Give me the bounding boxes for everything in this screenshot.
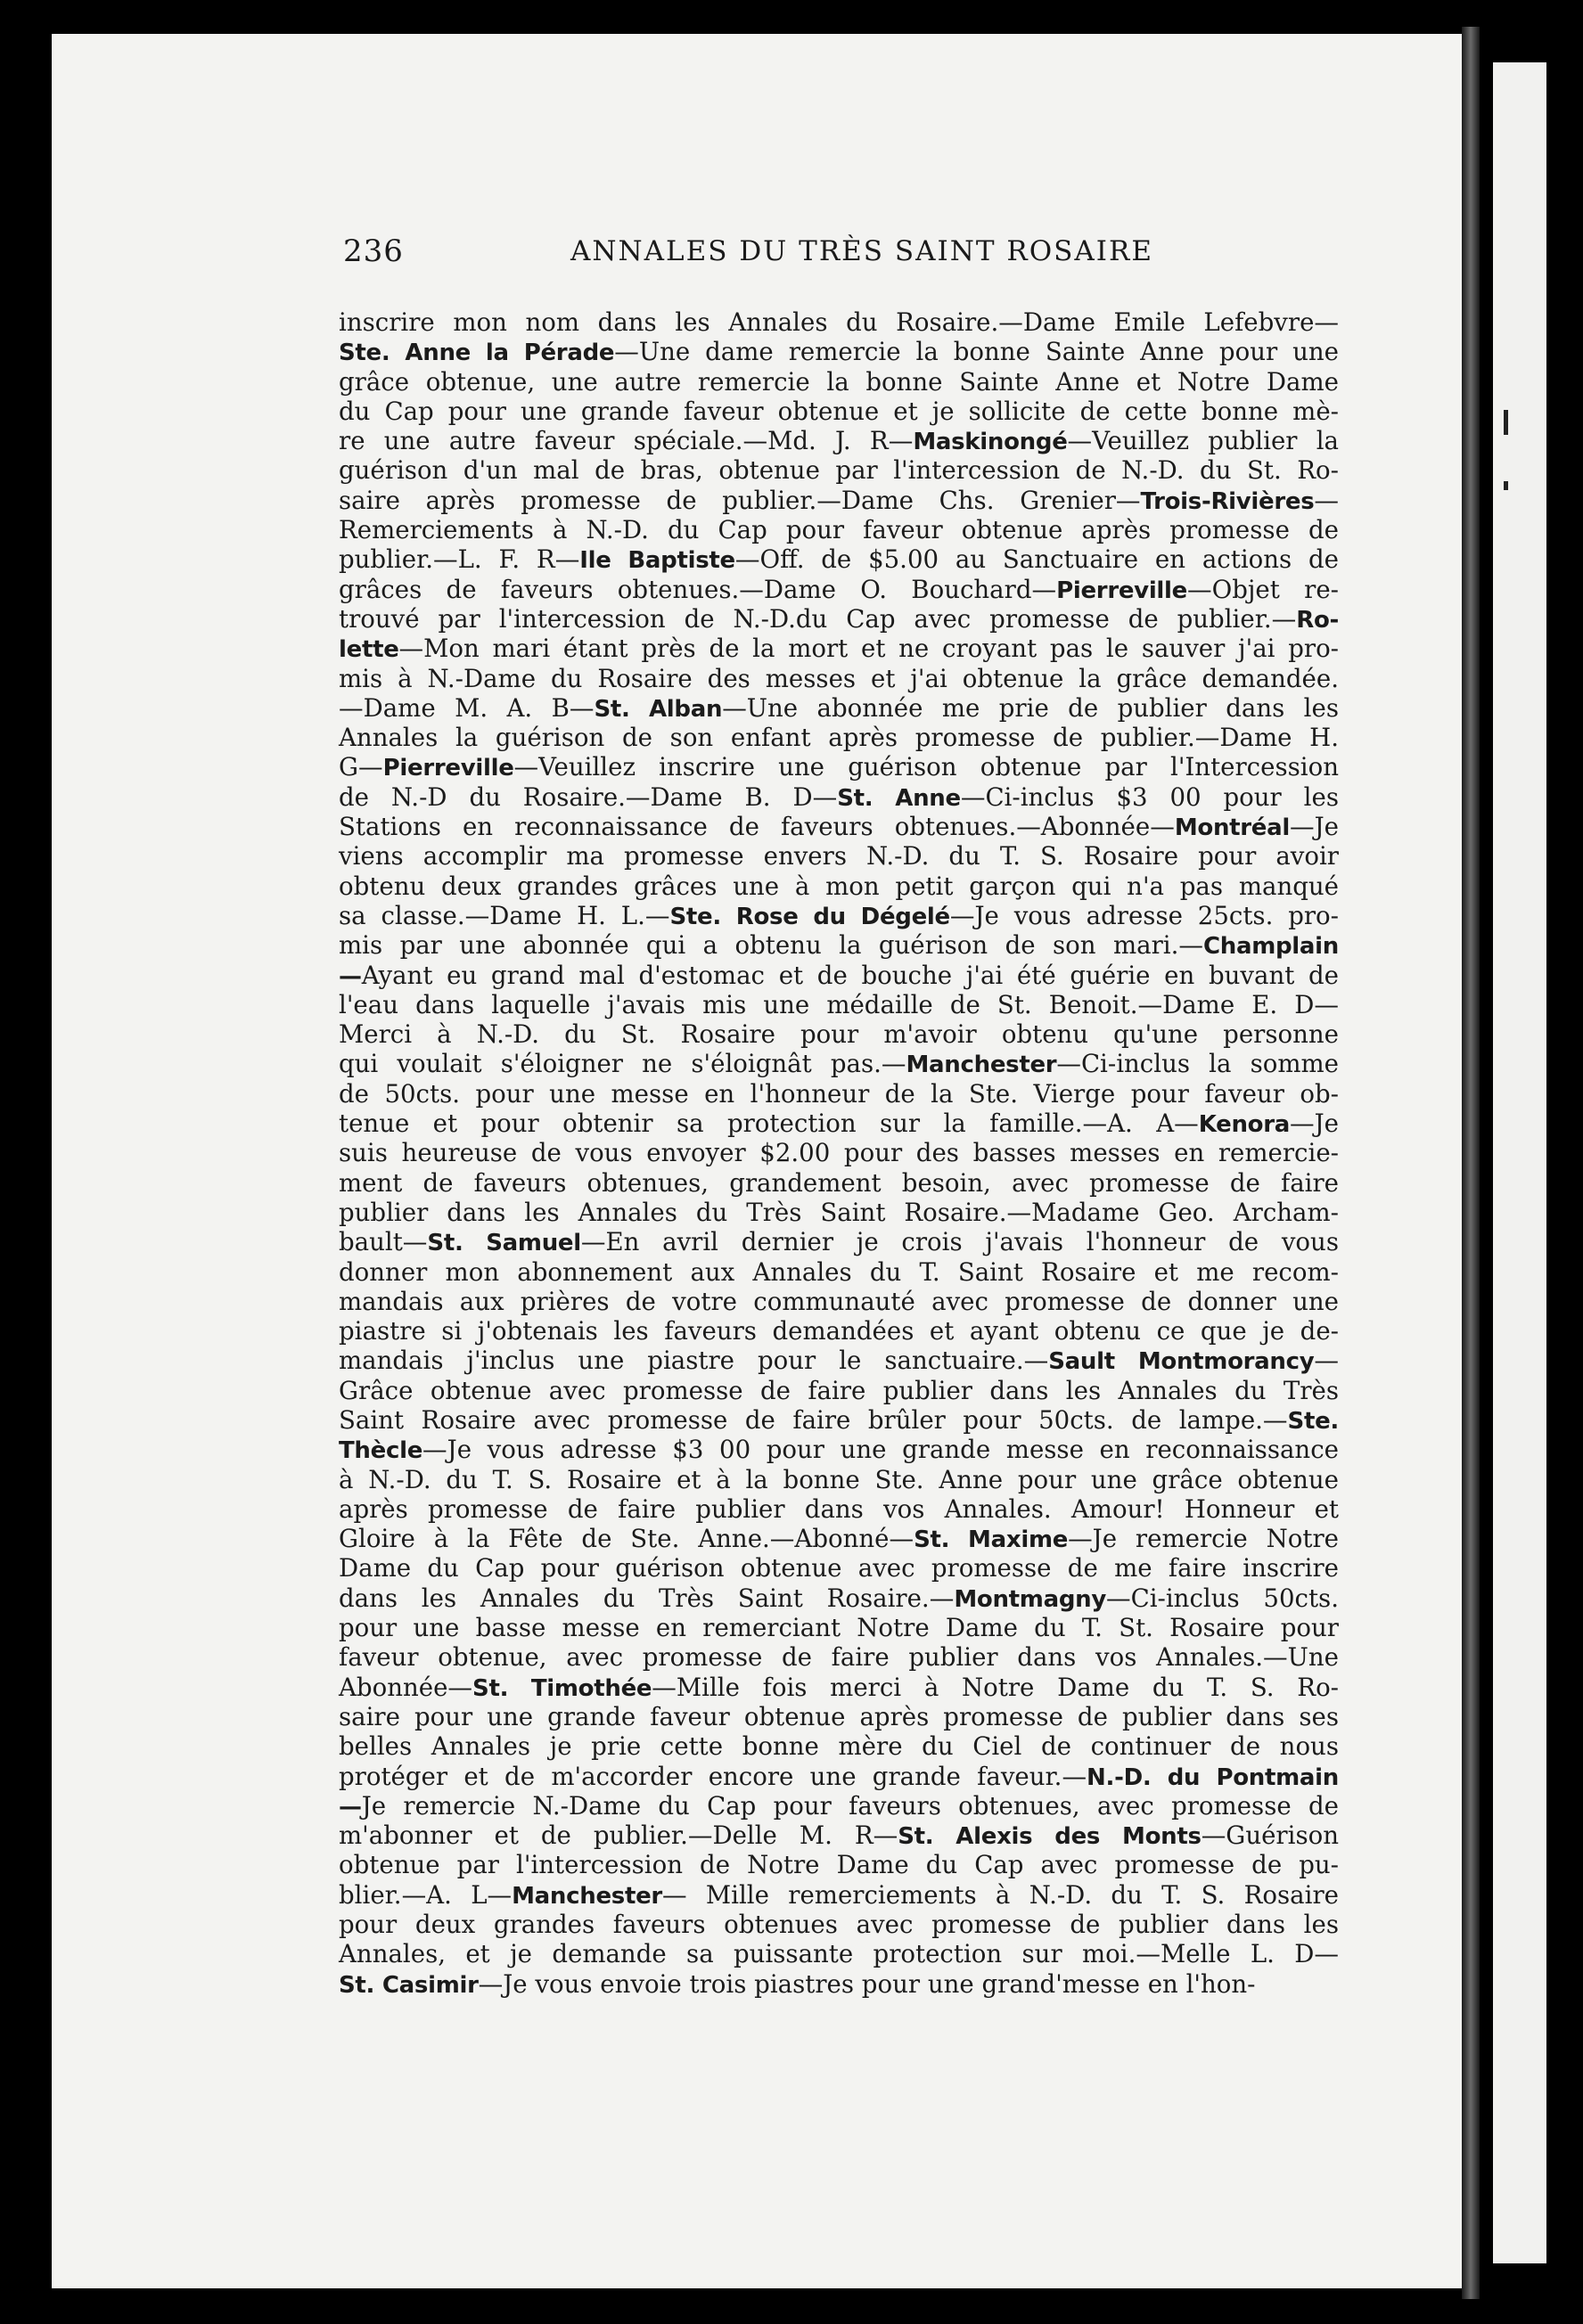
place-name: — — [339, 1793, 362, 1821]
text-run: après promesse de faire publier dans vos Annales. Amour! Honneur et — [339, 1493, 1339, 1524]
text-run: tenue et pour obtenir sa protection sur la famille.—A. A— — [339, 1109, 1199, 1139]
text-run: Gloire à la Fête de Ste. Anne.—Abonné— — [339, 1524, 915, 1554]
text-run: —Je vous adresse $3 00 pour une grande messe en reconnaissance — [422, 1435, 1339, 1465]
text-run: faveur obtenue, avec promesse de faire publier dans vos Annales.—Une — [339, 1642, 1339, 1673]
text-run: publier dans les Annales du Très Saint Rosaire.—Madame Geo. Archam- — [339, 1197, 1339, 1227]
text-run: Stations en reconnaissance de faveurs obtenues.—Abonnée— — [339, 812, 1175, 842]
text-run: mandais j'inclus une piastre pour le sanctuaire.— — [339, 1346, 1049, 1376]
text-line — [339, 990, 1339, 1019]
text-run: m'abonner et de publier.—Delle M. R— — [339, 1821, 898, 1851]
text-run: Merci à N.-D. du St. Rosaire pour m'avoir obtenu qu'une personne — [339, 1019, 1339, 1050]
text-line — [339, 872, 1339, 901]
text-line — [339, 664, 1339, 693]
text-line — [339, 1198, 1339, 1227]
text-run: G— — [339, 752, 383, 782]
text-run: ment de faveurs obtenues, grandement besoin, avec promesse de faire — [339, 1167, 1339, 1198]
text-run: —Je vous envoie trois piastres pour une grand'messe en l'hon- — [478, 1968, 1256, 1999]
text-line — [339, 1821, 1339, 1850]
place-name: — — [339, 962, 362, 990]
place-name: Champlain — [1202, 933, 1339, 961]
text-line — [339, 930, 1339, 960]
text-run: —Une abonnée me prie de publier dans les — [722, 692, 1339, 723]
place-name: St. Maxime — [914, 1526, 1069, 1554]
text-run: mis à N.-Dame du Rosaire des messes et j'ai obtenue la grâce demandée. — [339, 663, 1339, 693]
book-gutter — [1462, 27, 1480, 2299]
text-line — [339, 1346, 1339, 1375]
text-run: — Mille remerciements à N.-D. du T. S. Rosaire — [661, 1879, 1339, 1910]
text-run: pour deux grandes faveurs obtenues avec promesse de publier dans les — [339, 1910, 1339, 1940]
edge-mark — [1504, 481, 1508, 490]
edge-mark — [1504, 410, 1508, 435]
text-run: Saint Rosaire avec promesse de faire brûler pour 50cts. de lampe.— — [339, 1404, 1288, 1435]
page-number: 236 — [343, 233, 404, 269]
text-run: saire après promesse de publier.—Dame Chs. Grenier— — [339, 485, 1141, 515]
text-line — [339, 397, 1339, 426]
place-name: Montmagny — [954, 1585, 1106, 1613]
text-line — [339, 752, 1339, 781]
place-name: St. Anne — [837, 784, 961, 812]
place-name: St. Timothée — [472, 1674, 652, 1702]
text-line — [339, 1405, 1339, 1435]
text-run: re une autre faveur spéciale.—Md. J. R— — [339, 426, 914, 456]
text-run: suis heureuse de vous envoyer $2.00 pour des basses messes en remercie- — [339, 1138, 1339, 1168]
text-line — [339, 1850, 1339, 1879]
text-run: grâces de faveurs obtenues.—Dame O. Bouchard— — [339, 574, 1057, 604]
text-run: qui voulait s'éloigner ne s'éloignât pas.— — [339, 1049, 906, 1079]
text-line — [339, 812, 1339, 841]
text-run: donner mon abonnement aux Annales du T. Saint Rosaire et me recom- — [339, 1256, 1339, 1287]
text-run: protéger et de m'accorder encore une grande faveur.— — [339, 1761, 1087, 1791]
text-run: obtenu deux grandes grâces une à mon petit garçon qui n'a pas manqué — [339, 871, 1339, 901]
text-run: Je remercie N.-Dame du Cap pour faveurs obtenues, avec promesse de — [361, 1790, 1339, 1821]
text-run: de 50cts. pour une messe en l'honneur de la Ste. Vierge pour faveur ob- — [339, 1078, 1339, 1109]
text-line — [339, 1465, 1339, 1494]
text-run: Annales, et je demande sa puissante protection sur moi.—Melle L. D— — [339, 1939, 1339, 1969]
text-line — [339, 544, 1339, 574]
text-run: Abonnée— — [339, 1672, 473, 1702]
text-line — [339, 486, 1339, 515]
text-line — [339, 782, 1339, 812]
place-name: Thècle — [339, 1437, 423, 1465]
text-line — [339, 1287, 1339, 1316]
text-line — [339, 841, 1339, 871]
text-line — [339, 1227, 1339, 1256]
text-run: —Ci-inclus la somme — [1056, 1049, 1339, 1079]
place-name: St. Samuel — [427, 1230, 581, 1257]
text-line — [339, 1880, 1339, 1910]
place-name: St. Alban — [594, 695, 723, 723]
text-run: trouvé par l'intercession de N.-D.du Cap avec promesse de publier.— — [339, 603, 1297, 634]
text-line — [339, 693, 1339, 723]
text-run: à N.-D. du T. S. Rosaire et à la bonne Ste. Anne pour une grâce obtenue — [339, 1464, 1339, 1494]
text-run: l'eau dans laquelle j'avais mis une médaille de St. Benoit.—Dame E. D— — [339, 989, 1339, 1019]
text-run: obtenue par l'intercession de Notre Dame du Cap avec promesse de pu- — [339, 1850, 1339, 1880]
body-text — [339, 307, 1339, 1999]
text-line — [339, 901, 1339, 930]
text-run: —Je vous adresse 25cts. pro- — [949, 900, 1339, 930]
text-run: saire pour une grande faveur obtenue après promesse de publier dans ses — [339, 1701, 1339, 1731]
text-line — [339, 1702, 1339, 1731]
place-name: St. Alexis des Monts — [898, 1823, 1202, 1851]
text-line — [339, 1939, 1339, 1968]
place-name: Ste. — [1287, 1407, 1339, 1435]
text-run: de N.-D du Rosaire.—Dame B. D— — [339, 781, 838, 812]
text-run: Remerciements à N.-D. du Cap pour faveur obtenue après promesse de — [339, 515, 1339, 545]
place-name: Trois-Rivières — [1140, 487, 1315, 515]
place-name: Sault Montmorancy — [1048, 1348, 1315, 1376]
text-line — [339, 1109, 1339, 1138]
running-header — [343, 233, 1190, 280]
text-line — [339, 634, 1339, 663]
text-run: guérison d'un mal de bras, obtenue par l'intercession de N.-D. du St. Ro- — [339, 455, 1339, 486]
text-line — [339, 1642, 1339, 1672]
text-line — [339, 1435, 1339, 1464]
text-run: —Ci-inclus 50cts. — [1106, 1583, 1339, 1613]
text-run: Dame du Cap pour guérison obtenue avec promesse de me faire inscrire — [339, 1553, 1339, 1583]
text-line — [339, 1969, 1339, 1999]
text-run: grâce obtenue, une autre remercie la bonne Sainte Anne et Notre Dame — [339, 366, 1339, 397]
text-line — [339, 1376, 1339, 1405]
place-name: Manchester — [906, 1052, 1057, 1079]
text-run: inscrire mon nom dans les Annales du Rosaire.—Dame Emile Lefebvre— — [339, 307, 1339, 337]
text-line — [339, 307, 1339, 337]
text-run: —En avril dernier je crois j'avais l'honneur de vous — [580, 1227, 1339, 1257]
text-line — [339, 1019, 1339, 1049]
place-name: lette — [339, 636, 399, 664]
text-line — [339, 1791, 1339, 1821]
text-run: —Je remercie Notre — [1068, 1524, 1339, 1554]
text-run: bault— — [339, 1227, 428, 1257]
place-name: Manchester — [512, 1882, 662, 1910]
place-name: Ile Baptiste — [579, 547, 735, 575]
text-run: —Dame M. A. B— — [339, 692, 595, 723]
text-line — [339, 1524, 1339, 1553]
place-name: N.-D. du Pontmain — [1087, 1763, 1339, 1791]
text-line — [339, 1553, 1339, 1583]
place-name: Maskinongé — [913, 429, 1068, 456]
text-line — [339, 604, 1339, 634]
text-run: Grâce obtenue avec promesse de faire publier dans les Annales du Très — [339, 1375, 1339, 1405]
text-line — [339, 1257, 1339, 1287]
text-line — [339, 723, 1339, 752]
text-line — [339, 337, 1339, 366]
text-line — [339, 515, 1339, 544]
text-run: —Off. de $5.00 au Sanctuaire en actions de — [734, 544, 1339, 575]
text-run: Annales la guérison de son enfant après promesse de publier.—Dame H. — [339, 723, 1339, 753]
text-run: pour une basse messe en remerciant Notre Dame du T. St. Rosaire pour — [339, 1613, 1339, 1643]
place-name: Ste. Rose du Dégelé — [669, 903, 950, 930]
place-name: Pierreville — [382, 755, 514, 782]
text-line — [339, 575, 1339, 604]
place-name: Ro- — [1296, 606, 1339, 634]
text-line — [339, 1168, 1339, 1198]
text-line — [339, 1049, 1339, 1078]
text-line — [339, 1316, 1339, 1346]
place-name: St. Casimir — [339, 1971, 479, 1999]
text-run: —Une dame remercie la bonne Sainte Anne pour une — [614, 337, 1340, 367]
place-name: Montréal — [1174, 814, 1290, 842]
text-line — [339, 961, 1339, 990]
text-run: mis par une abonnée qui a obtenu la guérison de son mari.— — [339, 930, 1203, 961]
text-run: dans les Annales du Très Saint Rosaire.— — [339, 1583, 955, 1613]
text-run: —Mon mari étant près de la mort et ne croyant pas le sauver j'ai pro- — [398, 634, 1339, 664]
text-line — [339, 1613, 1339, 1642]
text-run: Ayant eu grand mal d'estomac et de bouche j'ai été guérie en buvant de — [361, 960, 1339, 990]
place-name: Pierreville — [1056, 577, 1187, 604]
text-run: —Je — [1290, 1109, 1339, 1139]
text-run: —Mille fois merci à Notre Dame du T. S. Ro- — [652, 1672, 1340, 1702]
text-run: du Cap pour une grande faveur obtenue et je sollicite de cette bonne mè- — [339, 396, 1339, 426]
text-run: belles Annales je prie cette bonne mère du Ciel de continuer de nous — [339, 1731, 1339, 1762]
running-title: ANNALES DU TRÈS SAINT ROSAIRE — [570, 235, 1154, 267]
text-run: piastre si j'obtenais les faveurs demandées et ayant obtenu ce que je de- — [339, 1316, 1339, 1346]
text-run: —Je — [1290, 812, 1339, 842]
text-line — [339, 1079, 1339, 1109]
facing-page-edge — [1493, 62, 1546, 2263]
text-line — [339, 1138, 1339, 1167]
text-line — [339, 426, 1339, 455]
text-line — [339, 1910, 1339, 1939]
text-line — [339, 1673, 1339, 1702]
text-run: — — [1314, 1346, 1339, 1376]
text-run: —Guérison — [1201, 1821, 1339, 1851]
text-run: publier.—L. F. R— — [339, 544, 580, 575]
text-run: viens accomplir ma promesse envers N.-D. du T. S. Rosaire pour avoir — [339, 841, 1339, 872]
place-name: Kenora — [1198, 1111, 1290, 1139]
text-line — [339, 367, 1339, 397]
text-run: —Ci-inclus $3 00 pour les — [960, 781, 1339, 812]
text-run: —Veuillez publier la — [1067, 426, 1339, 456]
text-line — [339, 455, 1339, 485]
text-run: sa classe.—Dame H. L.— — [339, 900, 670, 930]
text-run: mandais aux prières de votre communauté avec promesse de donner une — [339, 1286, 1339, 1316]
text-run: —Objet re- — [1187, 574, 1339, 604]
text-line — [339, 1762, 1339, 1791]
place-name: Ste. Anne la Pérade — [339, 340, 615, 367]
text-run: —Veuillez inscrire une guérison obtenue par l'Intercession — [513, 752, 1339, 782]
text-line — [339, 1494, 1339, 1524]
text-run: blier.—A. L— — [339, 1879, 513, 1910]
text-line — [339, 1731, 1339, 1761]
text-line — [339, 1583, 1339, 1613]
text-run: — — [1314, 485, 1339, 515]
